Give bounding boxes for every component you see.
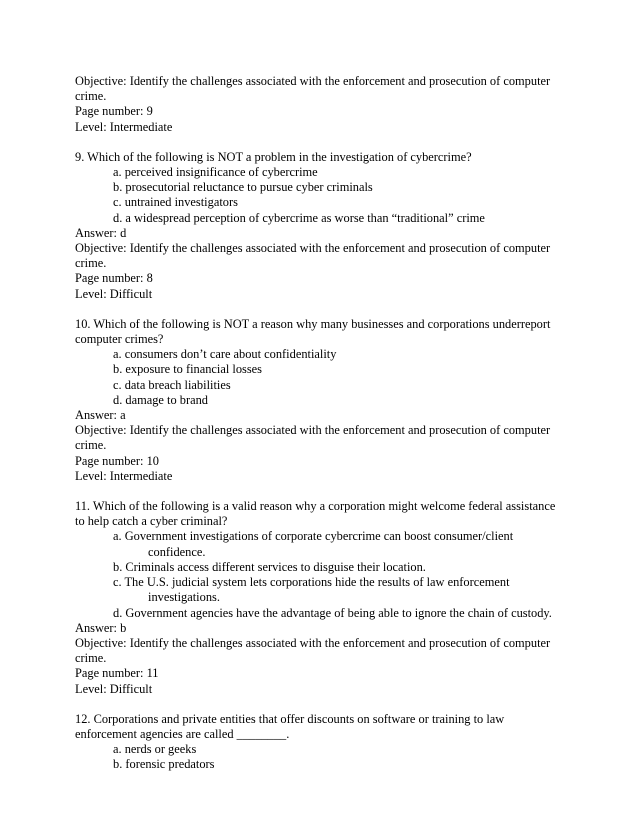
level: Level: Difficult bbox=[75, 286, 153, 301]
option-a: a. perceived insignificance of cybercrime bbox=[113, 165, 318, 180]
option-d: d. Government agencies have the advantage of being able to ignore the chain of custody. bbox=[113, 605, 552, 620]
question-12 bbox=[75, 712, 575, 773]
objective-line: crime. bbox=[75, 89, 107, 104]
page-number: Page number: 9 bbox=[75, 104, 153, 119]
question-text: computer crimes? bbox=[75, 332, 164, 347]
option-c: c. data breach liabilities bbox=[113, 377, 231, 392]
option-c: c. untrained investigators bbox=[113, 195, 238, 210]
option-b: b. forensic predators bbox=[113, 757, 215, 772]
answer: Answer: a bbox=[75, 408, 126, 423]
metadata-block bbox=[75, 74, 575, 135]
page-number: Page number: 8 bbox=[75, 271, 153, 286]
option-b: b. Criminals access different services to disguise their location. bbox=[113, 559, 426, 574]
document-content bbox=[75, 74, 575, 773]
page-number: Page number: 10 bbox=[75, 453, 159, 468]
question-text: 9. Which of the following is NOT a problem in the investigation of cybercrime? bbox=[75, 149, 472, 164]
objective-line: Objective: Identify the challenges associated with the enforcement and prosecution of computer bbox=[75, 74, 551, 88]
question-10 bbox=[75, 317, 575, 484]
option-a: a. nerds or geeks bbox=[113, 742, 197, 757]
level: Level: Difficult bbox=[75, 681, 153, 696]
level: Level: Intermediate bbox=[75, 119, 173, 134]
option-c: c. The U.S. judicial system lets corporations hide the results of law enforcement bbox=[113, 575, 510, 590]
answer: Answer: b bbox=[75, 620, 127, 635]
objective-line: Objective: Identify the challenges associated with the enforcement and prosecution of computer bbox=[75, 423, 551, 438]
option-a: a. Government investigations of corporate cybercrime can boost consumer/client bbox=[113, 529, 514, 544]
level: Level: Intermediate bbox=[75, 468, 173, 483]
answer: Answer: d bbox=[75, 225, 127, 240]
objective-line: crime. bbox=[75, 438, 107, 453]
option-a-continued: confidence. bbox=[148, 544, 206, 559]
page-number: Page number: 11 bbox=[75, 666, 159, 681]
option-d: d. a widespread perception of cybercrime as worse than “traditional” crime bbox=[113, 210, 485, 225]
question-11 bbox=[75, 499, 575, 697]
question-text: to help catch a cyber criminal? bbox=[75, 514, 228, 529]
option-b: b. exposure to financial losses bbox=[113, 362, 262, 377]
option-c-continued: investigations. bbox=[148, 590, 220, 605]
objective-line: Objective: Identify the challenges associated with the enforcement and prosecution of computer bbox=[75, 241, 551, 256]
option-a: a. consumers don’t care about confidentiality bbox=[113, 347, 337, 362]
question-text: 12. Corporations and private entities that offer discounts on software or training to law bbox=[75, 711, 505, 726]
question-text: 11. Which of the following is a valid reason why a corporation might welcome federal assistance bbox=[75, 499, 556, 514]
objective-line: crime. bbox=[75, 256, 107, 271]
objective-line: crime. bbox=[75, 651, 107, 666]
question-text: enforcement agencies are called ________. bbox=[75, 726, 290, 741]
option-d: d. damage to brand bbox=[113, 392, 208, 407]
question-9 bbox=[75, 150, 575, 302]
question-text: 10. Which of the following is NOT a reason why many businesses and corporations underreport bbox=[75, 316, 551, 331]
objective-line: Objective: Identify the challenges associated with the enforcement and prosecution of computer bbox=[75, 635, 551, 650]
option-b: b. prosecutorial reluctance to pursue cyber criminals bbox=[113, 180, 373, 195]
